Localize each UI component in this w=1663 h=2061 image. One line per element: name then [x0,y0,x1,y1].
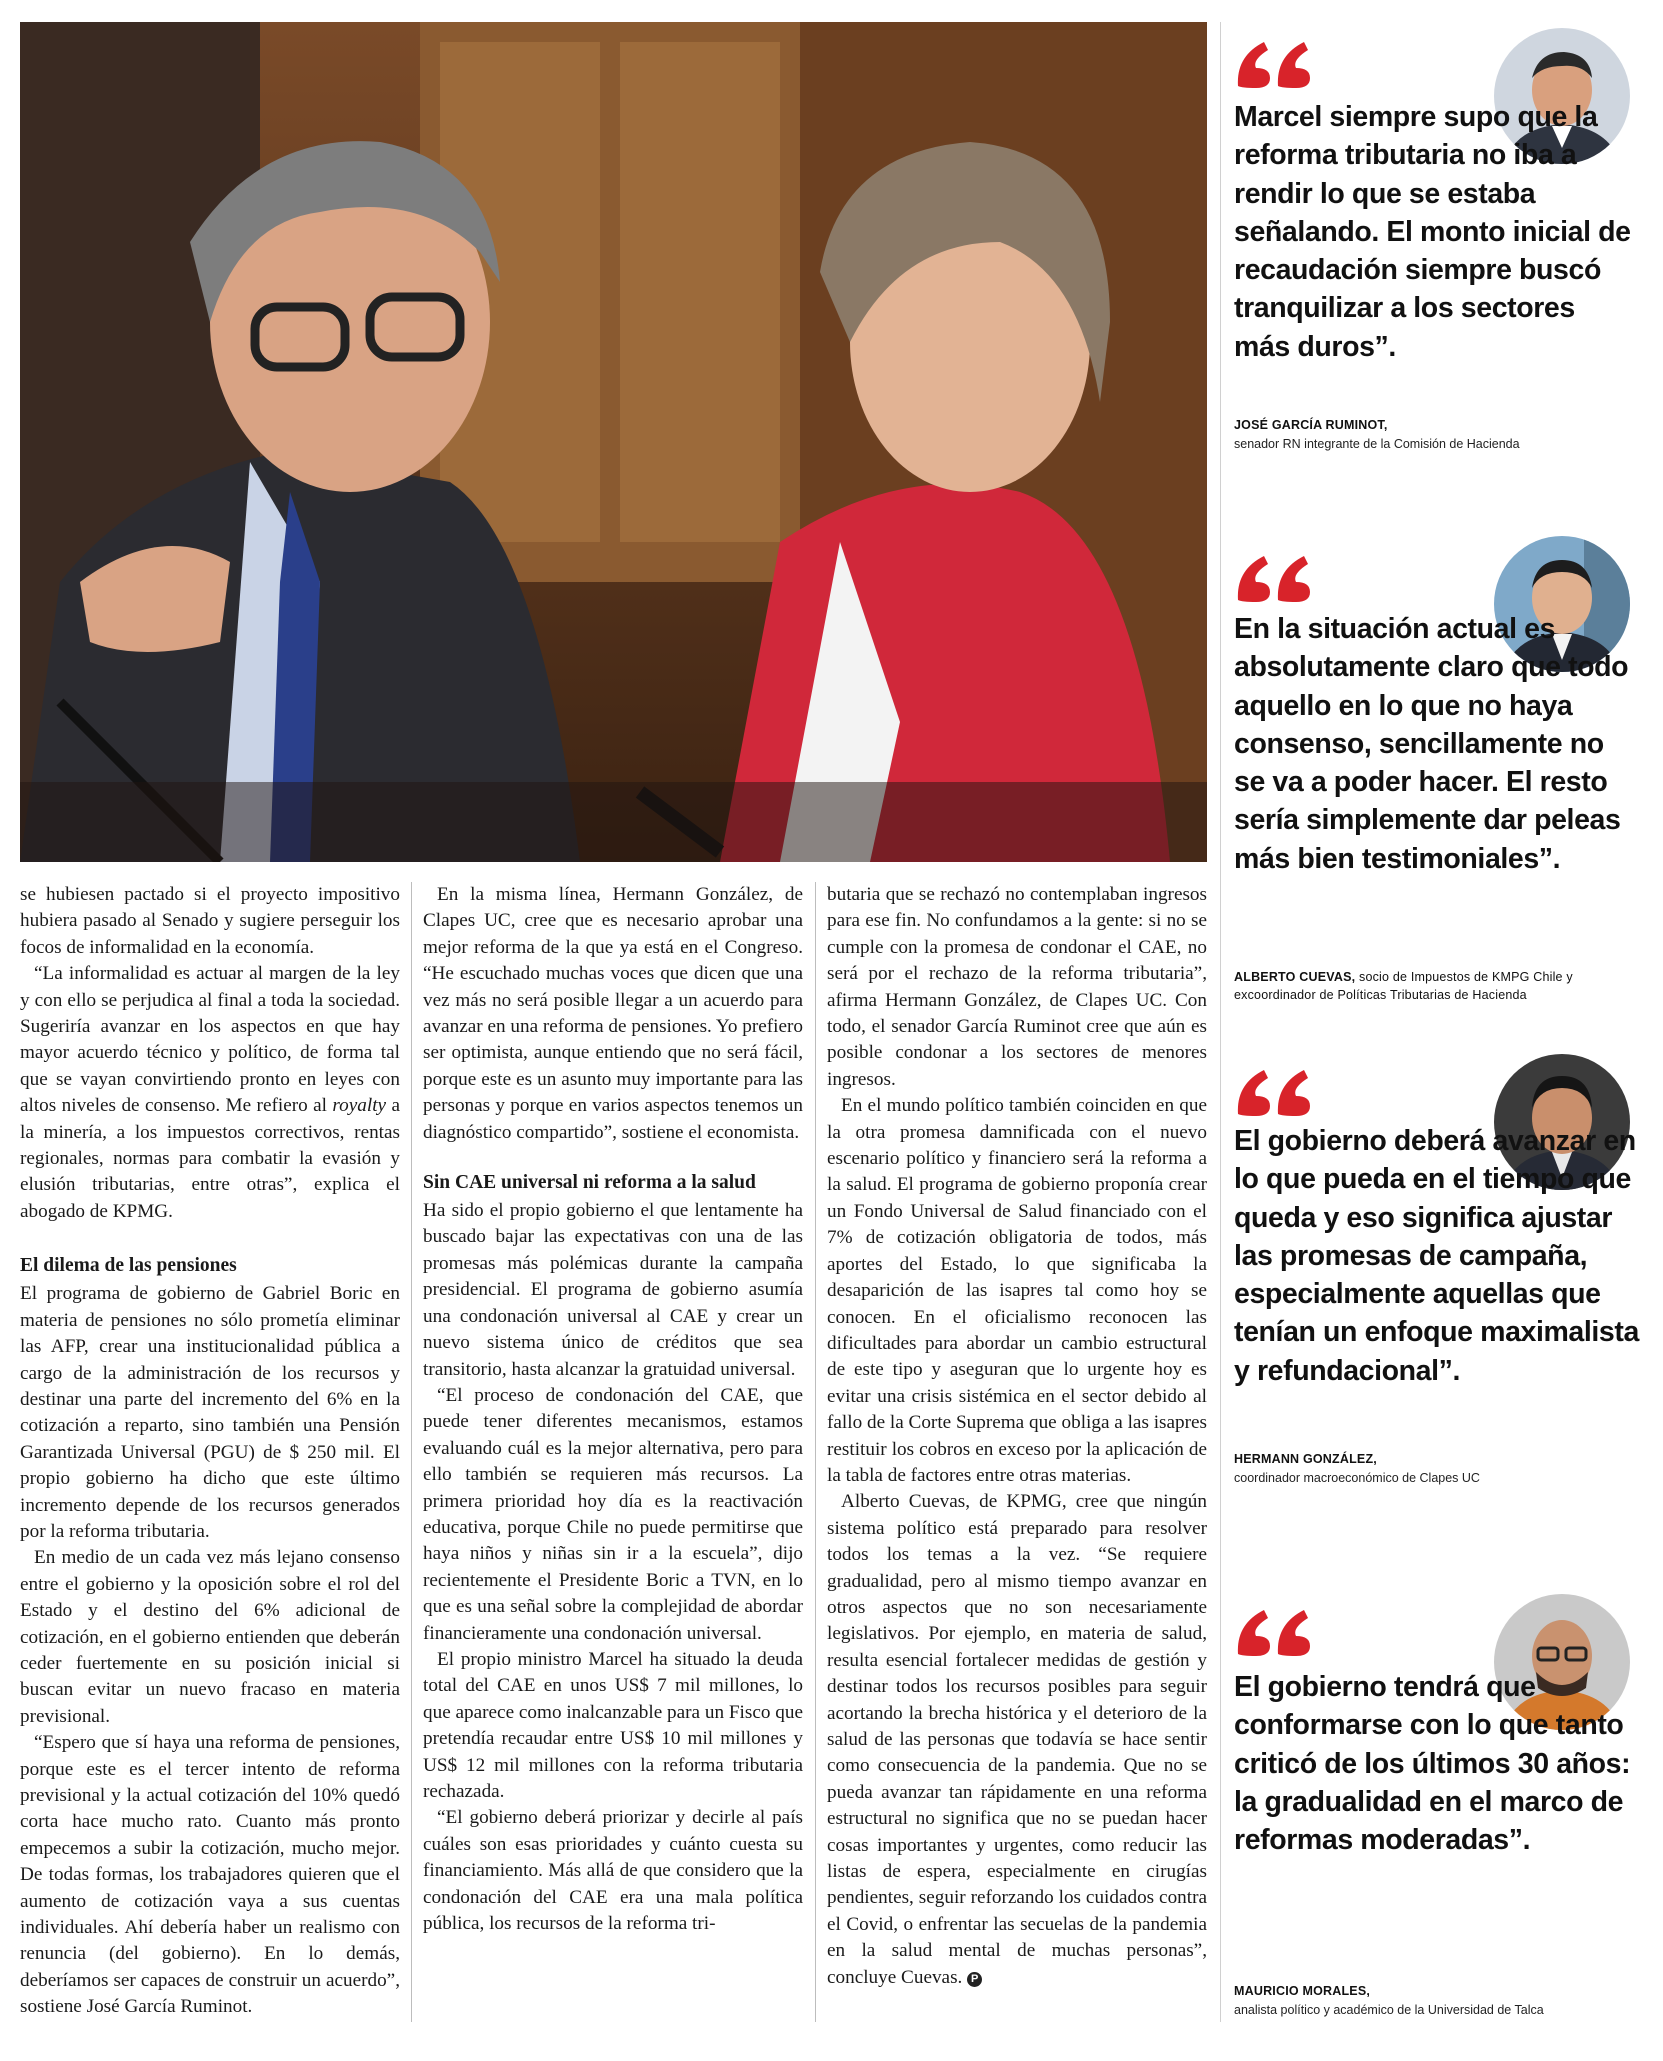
quote-author: JOSÉ GARCÍA RUMINOT, [1234,418,1388,432]
quote-text: En la situación actual es absolutamente claro que todo aquello en lo que no haya consenso, sencillamente no se va a poder hacer. El resto sería simplemente dar peleas más bien testimoniales”. [1234,613,1629,875]
photo-illustration [20,22,1207,862]
paragraph-text: Alberto Cuevas, de KPMG, cree que ningún sistema político está preparado para resolver todos los temas a la vez. “Se requiere gradualidad, pero al mismo tiempo avanzar en otros aspectos que no son necesariamente legislativos. Por ejemplo, en materia de salud, resulta esencial fortalecer medidas de gestión y destinar todos los recursos posibles para seguir acortando la brecha histórica y el deterioro de la salud de las personas que todavía se hace sentir como consecuencia de la pandemia. Que no se pueda avanzar tan rápidamente en una reforma estructural no significa que no se puedan hacer cosas importantes y urgentes, como reducir las listas de espera, especialmente en cirugías pendientes, seguir reforzando los cuidados contra el Covid, o enfrentar las secuelas de la pandemia en la salud mental de muchas personas”, concluye Cuevas. [827,1491,1207,1988]
paragraph-text: a la minería, a los impuestos correctivos, rentas regionales, normas para combatir la evasión y elusión tributarias, entre otras”, explica el abogado de KPMG. [20,1095,400,1222]
paragraph: “El proceso de condonación del CAE, que puede tener diferentes mecanismos, estamos evaluando cuál es la mejor alternativa, pero para ello también se requieren más recursos. La primera prioridad hoy día es la reactivación educativa, porque Chile no puede permitirse que haya niños y niñas sin ir a la escuela”, dijo recientemente el Presidente Boric a TVN, en lo que es una señal sobre la complejidad de abordar financieramente una condonación universal. [423,1384,803,1644]
article-column-3 [827,882,1207,2042]
pull-quote-2 [1234,536,1644,1016]
paragraph: se hubiesen pactado si el proyecto impositivo hubiera pasado al Senado y sugiere perseguir los focos de informalidad en la economía. [20,884,400,958]
quote-author: HERMANN GONZÁLEZ, [1234,1452,1377,1466]
quote-author: ALBERTO CUEVAS, [1234,970,1356,984]
quote-mark-icon [1234,1062,1314,1118]
paragraph: El programa de gobierno de Gabriel Boric en materia de pensiones no sólo prometía eliminar las AFP, crear una institucionalidad pública a cargo de la administración de los recursos y destinar una parte del incremento del 6% en la cotización a reparto, sino también una Pensión Garantizada Universal (PGU) de $ 250 mil. El propio gobierno ha dicho que este último incremento depende de los recursos generados por la reforma tributaria. [20,1283,400,1542]
article-column-1 [20,882,400,2042]
quote-author-role: coordinador macroeconómico de Clapes UC [1234,1471,1480,1485]
paragraph [20,961,400,1225]
paragraph: El propio ministro Marcel ha situado la deuda total del CAE en unos US$ 7 mil millones, lo que aparece como inalcanzable para un Fisco que pretendía recaudar entre US$ 10 mil millones y US$ 12 mil millones con la reforma tributaria rechazada. [423,1648,803,1802]
quote-author-role: analista político y académico de la Universidad de Talca [1234,2003,1544,2017]
section-heading: Sin CAE universal ni reforma a la salud [423,1172,756,1194]
column-rule [815,882,816,2022]
paragraph: butaria que se rechazó no contemplaban ingresos para ese fin. No confundamos a la gente: si no se cumple con la promesa de condonar el CAE, no será por el rechazo de la reforma tributaria”, afirma Hermann González, de Clapes UC. Con todo, el senador García Ruminot cree que aún es posible condonar a los sectores de menores ingresos. [827,884,1207,1090]
pull-quote-1 [1234,22,1644,462]
pull-quote-4 [1234,1590,1644,2030]
paragraph: En la misma línea, Hermann González, de Clapes UC, cree que es necesario aprobar una mejor reforma de la que ya está en el Congreso. “He escuchado muchas voces que dicen que una vez más no será posible llegar a un acuerdo para avanzar en una reforma de pensiones. Yo prefiero ser optimista, aunque entiendo que no será fácil, porque este es un asunto muy importante para las personas y porque en varios aspectos tenemos un diagnóstico compartido”, sostiene el economista. [423,884,803,1143]
paragraph: En medio de un cada vez más lejano consenso entre el gobierno y la oposición sobre el rol del Estado y el destino del 6% adicional de cotización, en el gobierno entienden que deberán ceder fuertemente en su posición inicial si buscan evitar un nuevo fracaso en materia previsional. [20,1547,400,1727]
article-column-2 [423,882,803,2042]
end-mark-icon: P [967,1972,982,1987]
paragraph: “El gobierno deberá priorizar y decirle al país cuáles son esas prioridades y cuánto cuesta su financiamiento. Más allá de que considero que la condonación del CAE era una mala política pública, los recursos de la reforma tri- [423,1807,803,1935]
paragraph: “Espero que sí haya una reforma de pensiones, porque este es el tercer intento de reforma previsional y la actual cotización del 10% quedó corta hace mucho rato. Cuanto más pronto empecemos a subir la cotización, mucho mejor. De todas formas, los trabajadores quieren que el aumento de cotización vaya a sus cuentas individuales. Ahí debería haber un realismo con renuncia (del gobierno). En lo demás, deberíamos ser capaces de construir un acuerdo”, sostiene José García Ruminot. [20,1732,400,2018]
section-heading: El dilema de las pensiones [20,1255,237,1277]
paragraph-text: “La informalidad es actuar al margen de la ley y con ello se perjudica al final a toda la sociedad. Sugeriría avanzar en los aspectos en que hay mayor acuerdo técnico y político, de forma tal que se vayan convirtiendo pronto en leyes con altos niveles de consenso. Me refiero al [20,963,400,1117]
quote-author: MAURICIO MORALES, [1234,1984,1371,1998]
paragraph [827,1489,1207,1991]
quote-author-role: senador RN integrante de la Comisión de Hacienda [1234,437,1520,451]
quote-text: El gobierno tendrá que conformarse con lo que tanto criticó de los últimos 30 años: la gradualidad en el marco de reformas moderadas”. [1234,1671,1631,1857]
column-rule [411,882,412,2022]
main-photo [20,22,1207,862]
sidebar-rule [1220,22,1221,2022]
quote-mark-icon [1234,1602,1314,1658]
quote-mark-icon [1234,548,1314,604]
quote-author-role: socio de Impuestos de KMPG Chile y excoordinador de Políticas Tributarias de Hacienda [1234,970,1573,1002]
paragraph: Ha sido el propio gobierno el que lentamente ha buscado bajar las expectativas con una de las promesas más polémicas durante la campaña presidencial. El programa de gobierno asumía una condonación universal al CAE y crear un nuevo sistema único de créditos que sea transitorio, hasta alcanzar la gratuidad universal. [423,1200,803,1380]
italic-term: royalty [332,1095,387,1117]
quote-mark-icon [1234,34,1314,90]
quote-text: El gobierno deberá avanzar en lo que pueda en el tiempo que queda y eso significa ajustar las promesas de campaña, especialmente aquellas que tenían un enfoque maximalista y refundacional”. [1234,1125,1639,1387]
paragraph: En el mundo político también coinciden en que la otra promesa damnificada con el nuevo escenario político y financiero será la reforma a la salud. El programa de gobierno proponía crear un Fondo Universal de Salud financiado con el 7% de cotización obligatoria de todos, más aportes del Estado, lo que significaba la desaparición de las isapres tal como hoy se conocen. En el oficialismo reconocen las dificultades para abordar un cambio estructural de este tipo y aseguran que lo urgente hoy es evitar una crisis sistémica en el sector debido al fallo de la Corte Suprema que obliga a las isapres restituir los cobros en exceso por la aplicación de la tabla de factores entre otras materias. [827,1095,1207,1486]
quote-text: Marcel siempre supo que la reforma tributaria no iba a rendir lo que se estaba señalando. El monto inicial de recaudación siempre buscó tranquilizar a los sectores más duros”. [1234,101,1631,363]
quote-attribution [1234,968,1634,1004]
pull-quote-3 [1234,1054,1644,1494]
